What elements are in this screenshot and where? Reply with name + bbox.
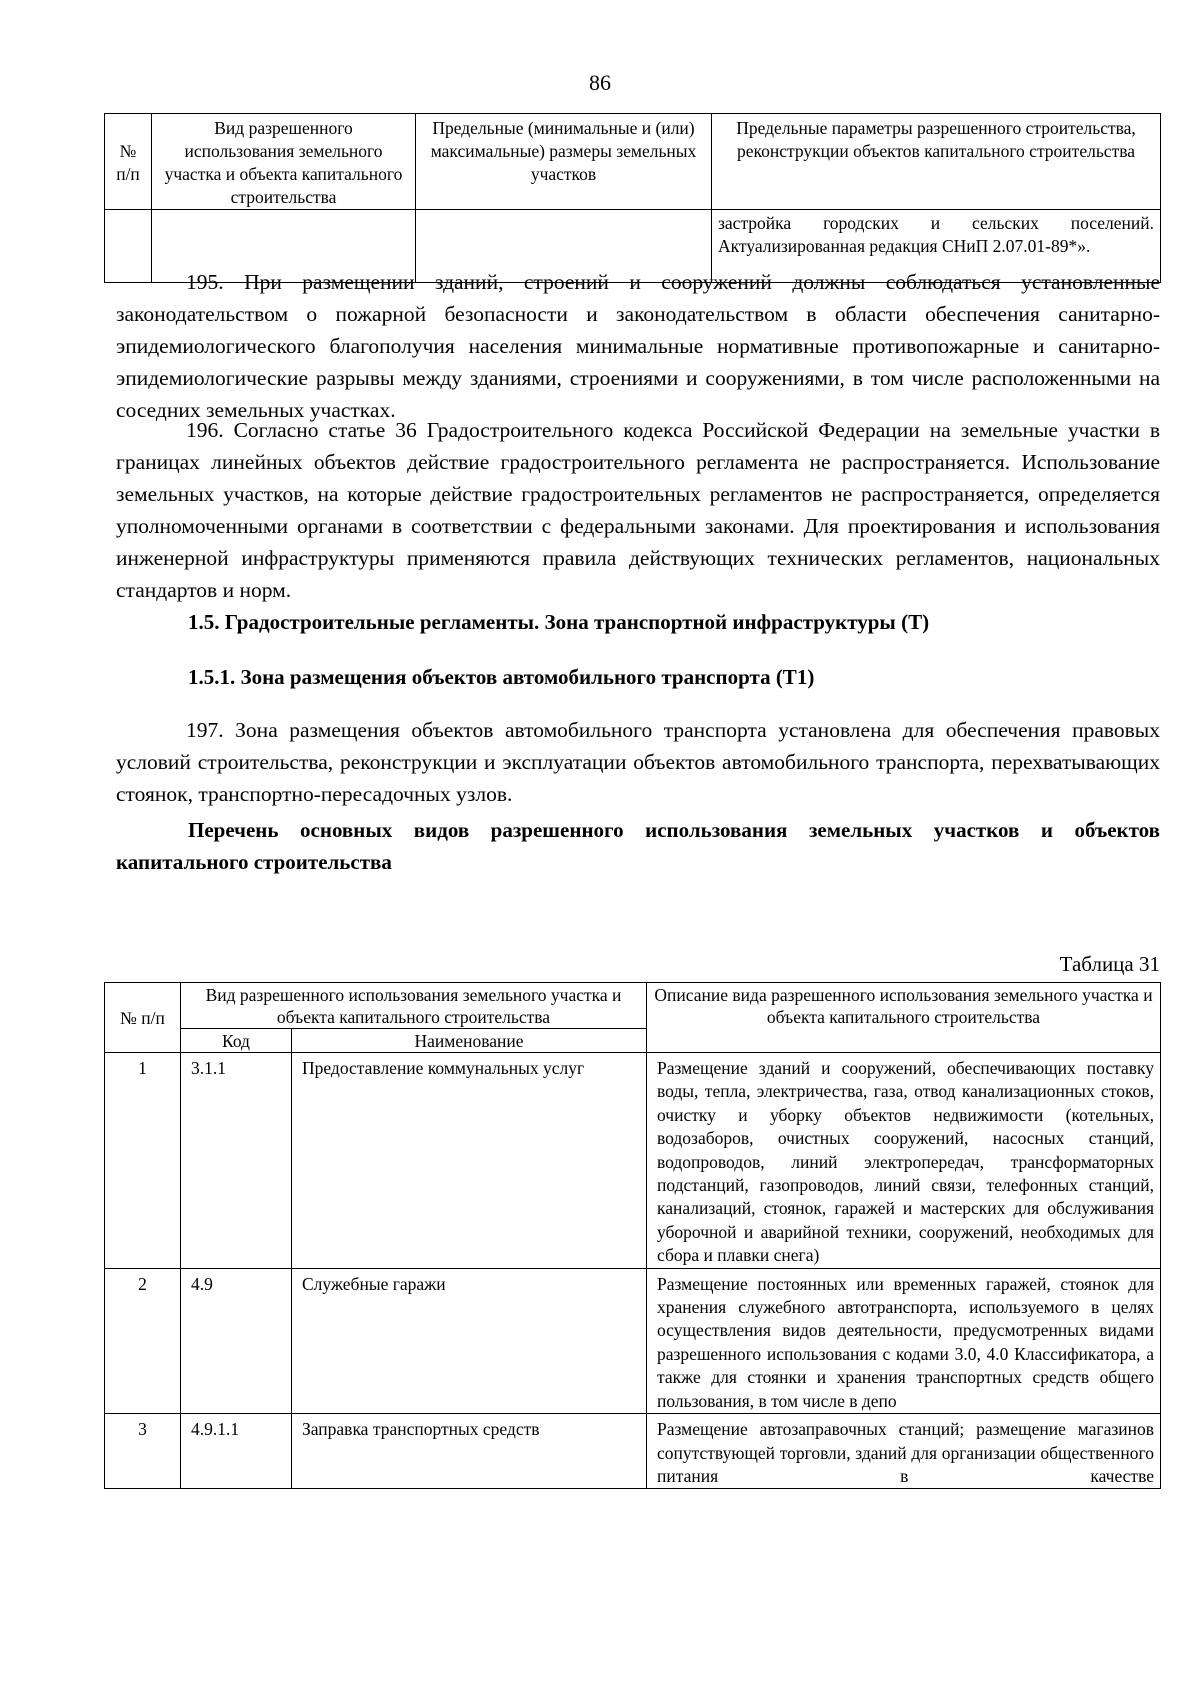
cell-params: застройка городских и сельских поселений. Актуализированная редакция СНиП 2.07.01-89*».: [712, 210, 1161, 283]
header-kind-group: Вид разрешенного использования земельного участка и объекта капитального строительства: [181, 983, 647, 1029]
list-heading: [116, 814, 1160, 878]
list-heading-text: Перечень основных видов разрешенного использования земельных участков и объектов капитального строительства: [116, 818, 1160, 874]
paragraph-196-text: 196. Согласно статье 36 Градостроительного кодекса Российской Федерации на земельные участки в границах линейных объектов действие градостроительного регламента не распространяется. Использование земельных участков, на которые действие градостроительных регламентов не распространяется, определяется уполномоченными органами в соответствии с федеральными законами. Для проектирования и использования инженерной инфраструктуры применяются правила действующих технических регламентов, национальных стандартов и норм.: [116, 418, 1160, 602]
header-sizes: Предельные (минимальные и (или) максимальные) размеры земельных участков: [416, 114, 712, 210]
row-num: 2: [105, 1268, 181, 1413]
row-desc: Размещение зданий и сооружений, обеспечивающих поставку воды, тепла, электричества, газа, отвод канализационных стоков, очистку и уборку объектов недвижимости (котельных, водозаборов, очистных сооружений, насосных станций, водопроводов, линий электропередач, трансформаторных подстанций, газопроводов, линий связи, телефонных станций, канализаций, стоянок, гаражей и мастерских для обслуживания уборочной и аварийной техники, сооружений, необходимых для сбора и плавки снега): [647, 1053, 1161, 1269]
header-kind: Вид разрешенного использования земельного участка и объекта капитального строительства: [152, 114, 416, 210]
table-row: [105, 1414, 1161, 1489]
header-code: Код: [181, 1029, 292, 1053]
table-row: [105, 1053, 1161, 1269]
table-header-row: [105, 983, 1161, 1029]
paragraph-195: [116, 266, 1160, 426]
header-num: № п/п: [105, 114, 152, 210]
paragraph-196: [116, 414, 1160, 606]
table-caption: Таблица 31: [1059, 952, 1160, 976]
page-number: 86: [589, 70, 611, 95]
row-desc: Размещение постоянных или временных гаражей, стоянок для хранения служебного автотранспорта, используемого в целях осуществления видов деятельности, предусмотренных видами разрешенного использования с кодами 3.0, 4.0 Классификатора, а также для стоянки и хранения транспортных средств общего пользования, в том числе в депо: [647, 1268, 1161, 1413]
row-num: 3: [105, 1414, 181, 1489]
header-name: Наименование: [292, 1029, 647, 1053]
header-params: Предельные параметры разрешенного строительства, реконструкции объектов капитального строительства: [712, 114, 1161, 210]
paragraph-197: [116, 714, 1160, 810]
header-num: № п/п: [105, 983, 181, 1053]
row-name: Служебные гаражи: [292, 1268, 647, 1413]
header-desc: Описание вида разрешенного использования земельного участка и объекта капитального строительства: [647, 983, 1161, 1053]
row-code: 3.1.1: [181, 1053, 292, 1269]
section-heading-1-5: 1.5. Градостроительные регламенты. Зона транспортной инфраструктуры (Т): [188, 610, 930, 634]
table-31: [104, 982, 1161, 1489]
paragraph-195-text: 195. При размещении зданий, строений и сооружений должны соблюдаться установленные законодательством о пожарной безопасности и законодательством в области обеспечения санитарно-эпидемиологического благополучия населения минимальные нормативные противопожарные и санитарно-эпидемиологические разрывы между зданиями, строениями и сооружениями, в том числе расположенными на соседних земельных участках.: [116, 270, 1160, 422]
table-header-row: [105, 114, 1161, 210]
row-code: 4.9.1.1: [181, 1414, 292, 1489]
paragraph-197-text: 197. Зона размещения объектов автомобильного транспорта установлена для обеспечения правовых условий строительства, реконструкции и эксплуатации объектов автомобильного транспорта, перехватывающих стоянок, транспортно-пересадочных узлов.: [116, 718, 1160, 806]
row-name: Заправка транспортных средств: [292, 1414, 647, 1489]
continuation-table: [104, 113, 1161, 283]
row-num: 1: [105, 1053, 181, 1269]
row-desc: Размещение автозаправочных станций; размещение магазинов сопутствующей торговли, зданий для организации общественного питания в качестве: [647, 1414, 1161, 1489]
row-code: 4.9: [181, 1268, 292, 1413]
table-row: [105, 1268, 1161, 1413]
row-name: Предоставление коммунальных услуг: [292, 1053, 647, 1269]
section-heading-1-5-1: 1.5.1. Зона размещения объектов автомобильного транспорта (Т1): [188, 665, 815, 689]
